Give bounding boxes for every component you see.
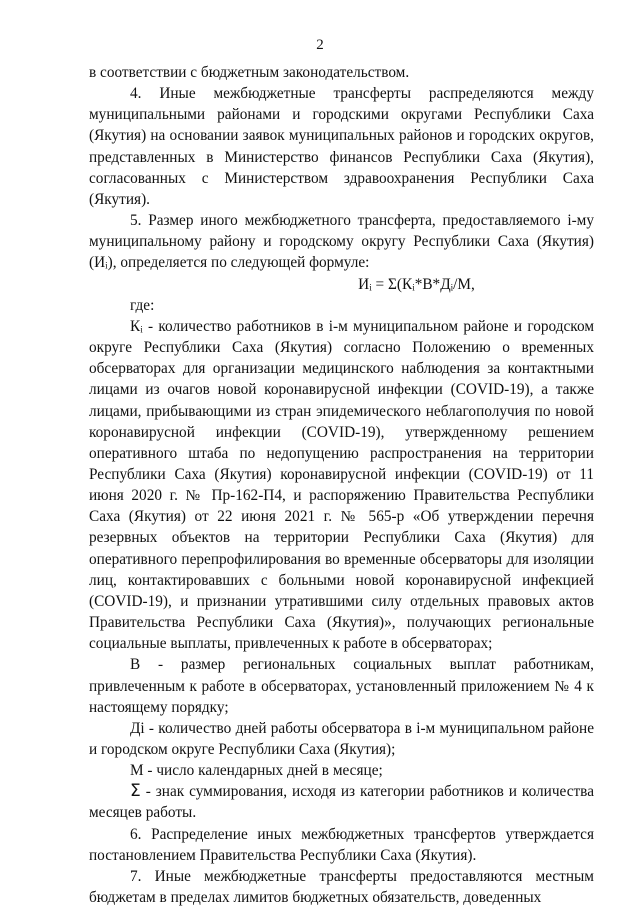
paragraph-item-5: 5. Размер иного межбюджетного трансферта, предоставляемого i-му муниципальному району и городскому округу Республики Саха (Якутия) (Иᵢ), определяется по следующей формуле: <box>89 212 594 272</box>
definition-m: М - число календарных дней в месяце; <box>130 762 383 780</box>
definition-k: Кᵢ - количество работников в i-м муниципальном районе и городском округе Республики Саха (Якутия) согласно Положению о временных обсерваторах для организации медицинского наблюдения за контактными лицами из очагов новой коронавирусной инфекции (COVID-19), а также лицами, прибывающими из стран эпидемического неблагополучия по новой коронавирусной инфекции (COVID-19), утвержденному решением оперативного штаба по недопущению распространения на территории Республики Саха (Якутия) коронавирусной инфекции (COVID-19) от 11 июня 2020 г. № Пр-162-П4, и распоряжению Правительства Республики Саха (Якутия) от 22 июня 2021 г. № 565-р «Об утверждении перечня резервных объектов на территории Республики Саха (Якутия) для оперативного перепрофилирования во временные обсерваторы для изоляции лиц, контактировавших с больными новой коронавирусной инфекцией (COVID-19), и признании утратившими силу отдельных правовых актов Правительства Республики Саха (Якутия)», получающих региональные социальные выплаты, привлеченных к работе в обсерваторах; <box>89 317 594 653</box>
paragraph-continuation: в соответствии с бюджетным законодательством. <box>89 64 410 81</box>
sum-sign: Σ <box>130 781 141 802</box>
definition-sum-text: - знак суммирования, исходя из категории работников и количества месяцев работы. <box>89 783 594 822</box>
definition-sum <box>89 781 594 823</box>
page-number: 2 <box>316 37 324 53</box>
paragraph-item-7: 7. Иные межбюджетные трансферты предоставляются местным бюджетам в пределах лимитов бюджетных обязательств, доведенных <box>89 867 594 907</box>
document-body <box>89 62 594 908</box>
where-label: где: <box>130 296 155 314</box>
paragraph-item-4: 4. Иные межбюджетные трансферты распределяются между муниципальными районами и городскими округами Республики Саха (Якутия) на основании заявок муниципальных районов и городских округов, представленных в Министерство финансов Республики Саха (Якутия), согласованных с Министерством здравоохранения Республики Саха (Якутия). <box>89 85 594 208</box>
formula: Иᵢ = Σ(Кᵢ*В*Дᵢ/М, <box>358 275 475 293</box>
definition-v: В - размер региональных социальных выплат работникам, привлеченным к работе в обсерваторах, установленный приложением № 4 к настоящему порядку; <box>89 656 594 716</box>
definition-d: Дi - количество дней работы обсерватора в i-м муниципальном районе и городском округе Республики Саха (Якутия); <box>89 719 594 758</box>
paragraph-item-6: 6. Распределение иных межбюджетных трансфертов утверждается постановлением Правительства Республики Саха (Якутия). <box>89 825 594 864</box>
